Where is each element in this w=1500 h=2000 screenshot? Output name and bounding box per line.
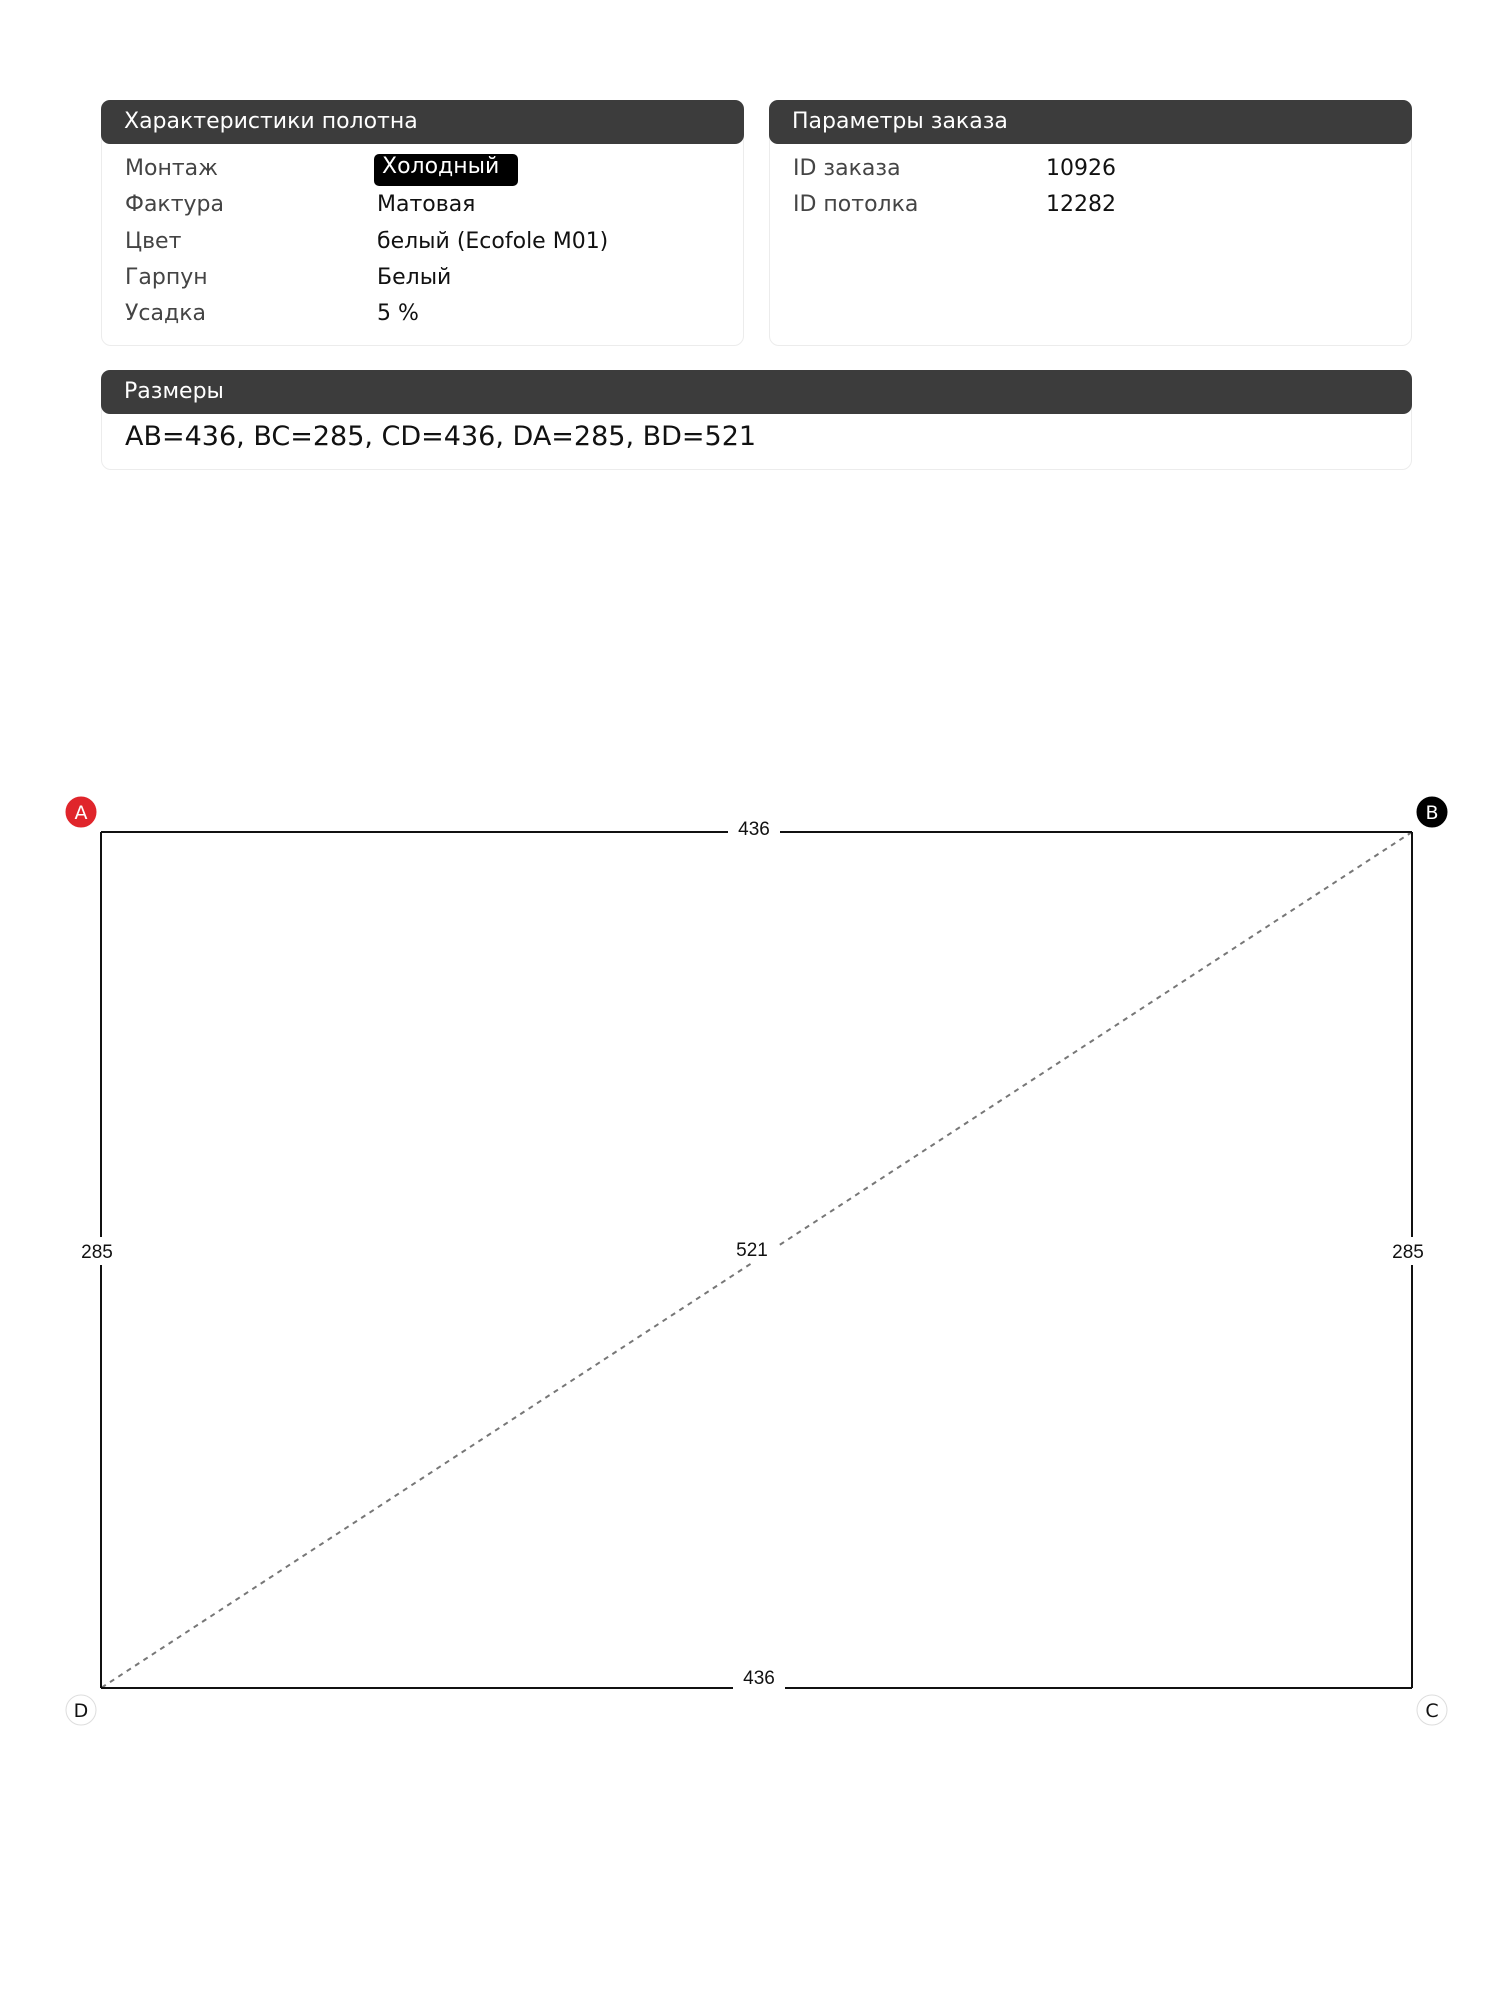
corner-a-label: A [74, 802, 88, 824]
harpoon-label: Гарпун [125, 264, 208, 290]
side-da-label: 285 [81, 1242, 113, 1263]
ceiling-id-label: ID потолка [793, 192, 919, 218]
corner-b-marker [1417, 797, 1447, 827]
texture-value: Матовая [377, 192, 476, 218]
dimensions-text: AB=436, BC=285, CD=436, DA=285, BD=521 [125, 421, 757, 452]
color-label: Цвет [125, 228, 182, 254]
order-id-value: 10926 [1046, 156, 1116, 181]
corner-c-marker [1417, 1695, 1447, 1725]
side-cd-label: 436 [743, 1668, 775, 1689]
order-id-label: ID заказа [793, 156, 901, 181]
side-bc-label: 285 [1392, 1242, 1424, 1263]
corner-d-label: D [73, 1700, 89, 1722]
side-ab-label: 436 [738, 819, 770, 840]
shrinkage-value: 5 % [377, 301, 419, 327]
order-parameters-title: Параметры заказа [769, 100, 1412, 144]
canvas-characteristics-title: Характеристики полотна [101, 100, 744, 144]
texture-label: Фактура [125, 192, 224, 218]
corner-c-label: C [1425, 1700, 1439, 1722]
harpoon-value: Белый [377, 264, 452, 290]
corner-d-marker [66, 1695, 96, 1725]
color-value: белый (Ecofole M01) [377, 228, 609, 254]
mounting-label: Монтаж [125, 156, 218, 181]
ceiling-id-value: 12282 [1046, 192, 1116, 218]
mounting-value-badge: Холодный [374, 154, 518, 186]
shrinkage-label: Усадка [125, 301, 206, 327]
dimensions-title: Размеры [101, 370, 1412, 414]
corner-a-marker [66, 797, 96, 827]
corner-b-label: B [1425, 802, 1439, 824]
diagonal-bd-label: 521 [736, 1240, 768, 1261]
